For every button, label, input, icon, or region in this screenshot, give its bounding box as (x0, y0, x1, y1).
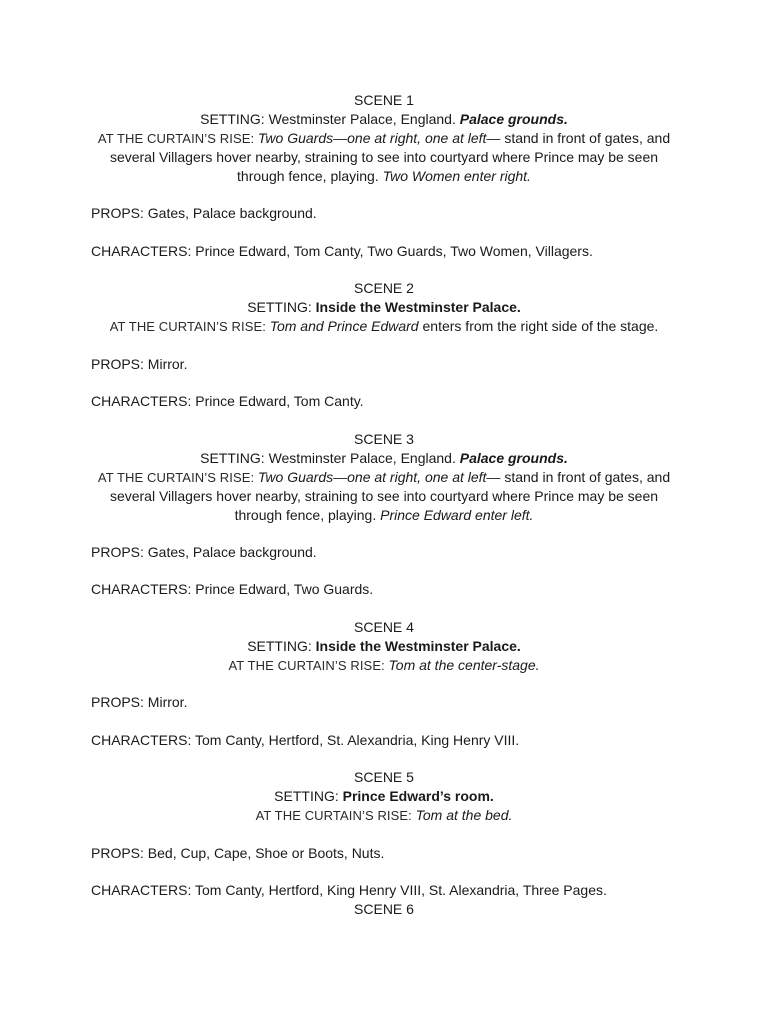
scene-5-rise (0, 806, 768, 825)
scene-2-heading: SCENE 2 (354, 280, 414, 296)
rise-text: stand in front of gates, and (500, 469, 671, 485)
setting-label: SETTING: (200, 111, 269, 127)
scene-3-rise-line-3 (0, 506, 768, 524)
scene-3-rise-line-1 (0, 468, 768, 487)
scene-5-setting (0, 787, 768, 805)
rise-italic: Tom at the center-stage. (388, 657, 540, 673)
setting-location: Westminster Palace, England. (268, 111, 460, 127)
scene-4-characters: CHARACTERS: Tom Canty, Hertford, St. Alexandria, King Henry VIII. (91, 732, 520, 748)
setting-label: SETTING: (247, 638, 316, 654)
rise-italic: Two Guards—one at right, one at left— (257, 469, 501, 485)
scene-1-props: PROPS: Gates, Palace background. (91, 205, 317, 221)
setting-label: SETTING: (274, 788, 343, 804)
rise-label: AT THE CURTAIN’S RISE: (255, 808, 416, 823)
scene-1-rise-line-1 (0, 129, 768, 148)
rise-label: AT THE CURTAIN’S RISE: (97, 470, 258, 485)
scene-3-heading: SCENE 3 (354, 431, 414, 447)
scene-2-props: PROPS: Mirror. (91, 356, 188, 372)
rise-italic: Two Guards—one at right, one at left— (257, 130, 501, 146)
scene-3-characters: CHARACTERS: Prince Edward, Two Guards. (91, 581, 374, 597)
rise-label: AT THE CURTAIN’S RISE: (109, 319, 270, 334)
scene-1-rise-line-3 (0, 167, 768, 185)
scene-1-heading: SCENE 1 (354, 92, 414, 108)
setting-label: SETTING: (200, 450, 269, 466)
scene-6-heading: SCENE 6 (354, 901, 414, 917)
rise-text: through fence, playing. (234, 507, 381, 523)
scene-2-rise (0, 317, 768, 336)
rise-italic: Tom at the bed. (415, 807, 513, 823)
scene-3-setting (0, 449, 768, 467)
scene-5-characters: CHARACTERS: Tom Canty, Hertford, King Henry VIII, St. Alexandria, Three Pages. (91, 882, 607, 898)
rise-text: stand in front of gates, and (500, 130, 671, 146)
setting-label: SETTING: (247, 299, 316, 315)
scene-4-heading: SCENE 4 (354, 619, 414, 635)
rise-label: AT THE CURTAIN’S RISE: (97, 131, 258, 146)
setting-emphasis: Inside the Westminster Palace. (315, 638, 521, 654)
scene-2-setting (0, 298, 768, 316)
scene-4-rise (0, 656, 768, 675)
scene-1-setting (0, 110, 768, 128)
rise-label: AT THE CURTAIN’S RISE: (228, 658, 389, 673)
rise-text: through fence, playing. (237, 168, 383, 184)
scene-2-characters: CHARACTERS: Prince Edward, Tom Canty. (91, 393, 364, 409)
scene-5-props: PROPS: Bed, Cup, Cape, Shoe or Boots, Nuts. (91, 845, 385, 861)
rise-italic: Two Women enter right. (382, 168, 531, 184)
setting-location: Westminster Palace, England. (268, 450, 460, 466)
scene-4-props: PROPS: Mirror. (91, 694, 188, 710)
setting-emphasis: Palace grounds. (459, 450, 568, 466)
scene-1-rise-line-2: several Villagers hover nearby, straining to see into courtyard where Prince may be seen (109, 149, 659, 165)
rise-text: enters from the right side of the stage. (418, 318, 659, 334)
setting-emphasis: Palace grounds. (459, 111, 568, 127)
setting-emphasis: Inside the Westminster Palace. (315, 299, 521, 315)
rise-italic: Prince Edward enter left. (380, 507, 534, 523)
rise-italic: Tom and Prince Edward (269, 318, 419, 334)
scene-3-props: PROPS: Gates, Palace background. (91, 544, 317, 560)
setting-emphasis: Prince Edward’s room. (342, 788, 494, 804)
scene-4-setting (0, 637, 768, 655)
scene-5-heading: SCENE 5 (354, 769, 414, 785)
scene-1-characters: CHARACTERS: Prince Edward, Tom Canty, Two Guards, Two Women, Villagers. (91, 243, 593, 259)
scene-3-rise-line-2: several Villagers hover nearby, straining to see into courtyard where Prince may be seen (109, 488, 659, 504)
